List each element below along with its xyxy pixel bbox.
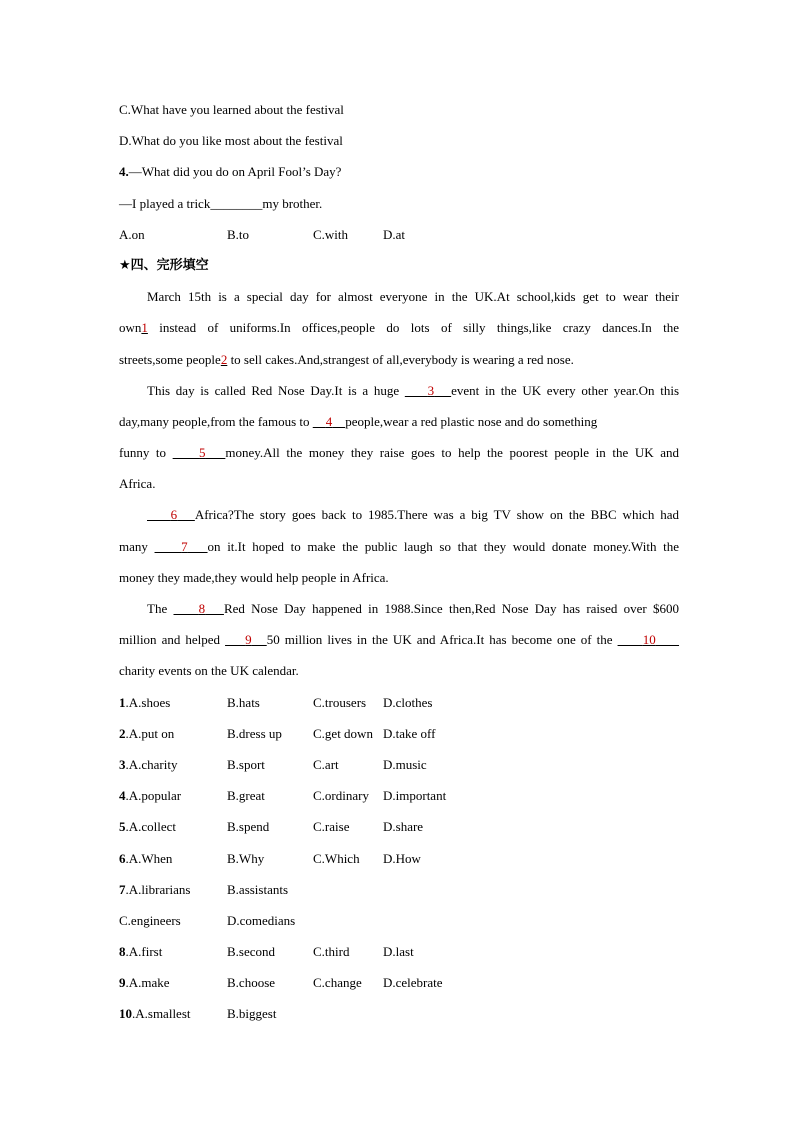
question-option-d: D.celebrate xyxy=(383,975,443,991)
question-option-b: B.assistants xyxy=(227,881,289,897)
blank-3: 3 xyxy=(427,382,435,398)
question-row xyxy=(119,911,679,942)
question-option-b: B.sport xyxy=(227,756,265,772)
question-option-d: D.comedians xyxy=(227,912,296,928)
q4-text: —What did you do on April Fool’s Day? xyxy=(128,164,342,180)
question-option-d: D.important xyxy=(383,788,447,804)
question-number: 6 xyxy=(119,850,126,866)
question-option-b: B.spend xyxy=(227,819,270,835)
question-option-c: C.engineers xyxy=(119,912,181,928)
question-option-b: B.second xyxy=(227,944,276,960)
passage-line: day,many people,from the famous to 4 people,wear a red plastic nose and do something xyxy=(119,413,598,429)
passage-line: many 7 on it.It hoped to make the public laugh so that they would donate money.With the xyxy=(119,538,679,554)
blank-2: 2 xyxy=(220,351,228,367)
question-option-a: 4.A.popular xyxy=(119,788,182,804)
q4-question xyxy=(119,162,679,193)
question-option-c: C.raise xyxy=(313,819,350,835)
q4-blank: ________ xyxy=(210,195,263,211)
passage-line: million and helped 9 50 million lives in the UK and Africa.It has become one of the 10 xyxy=(119,630,679,661)
question-number: 2 xyxy=(119,725,126,741)
q4-option-a: A.on xyxy=(119,226,145,242)
question-option-b: B.biggest xyxy=(227,1006,277,1022)
question-option-c: C.Which xyxy=(313,850,360,866)
question-option-a: 1.A.shoes xyxy=(119,694,171,710)
question-option-d: D.last xyxy=(383,944,414,960)
q3-option-d: D.What do you like most about the festival xyxy=(119,133,343,149)
document-page xyxy=(119,100,679,1036)
question-number: 8 xyxy=(119,944,126,960)
question-row xyxy=(119,942,679,973)
question-number: 3 xyxy=(119,756,126,772)
question-option-c: C.third xyxy=(313,944,350,960)
passage-line: own1 instead of uniforms.In offices,people do lots of silly things,like crazy dances.In the xyxy=(119,320,679,336)
question-option-b: B.choose xyxy=(227,975,276,991)
question-option-a: 7.A.librarians xyxy=(119,881,191,897)
blank-7: 7 xyxy=(181,538,188,554)
question-option-a: 6.A.When xyxy=(119,850,173,866)
question-number: 5 xyxy=(119,819,126,835)
question-number: 9 xyxy=(119,975,126,991)
question-option-a: 2.A.put on xyxy=(119,725,175,741)
question-row xyxy=(119,724,679,755)
blank-10: 10 xyxy=(642,632,656,648)
passage-line: funny to 5 money.All the money they raise goes to help the poorest people in the UK and xyxy=(119,445,679,461)
question-option-c: C.ordinary xyxy=(313,788,369,804)
passage-line: 6 Africa?The story goes back to 1985.There was a big TV show on the BBC which had xyxy=(119,505,679,536)
question-option-a: 3.A.charity xyxy=(119,756,178,772)
question-option-d: D.How xyxy=(383,850,421,866)
passage-line: charity events on the UK calendar. xyxy=(119,663,299,679)
question-row xyxy=(119,973,679,1004)
question-option-a: 9.A.make xyxy=(119,975,170,991)
q4-option-c: C.with xyxy=(313,226,349,242)
blank-1: 1 xyxy=(141,320,148,336)
blank-9: 9 xyxy=(245,632,252,648)
question-option-a: 10.A.smallest xyxy=(119,1006,191,1022)
question-option-b: B.Why xyxy=(227,850,265,866)
blank-5: 5 xyxy=(199,445,206,461)
blank-4: 4 xyxy=(325,413,333,429)
question-option-d: D.take off xyxy=(383,725,436,741)
passage-line: streets,some people2 to sell cakes.And,strangest of all,everybody is wearing a red nose. xyxy=(119,351,574,367)
question-option-d: D.music xyxy=(383,756,427,772)
question-option-b: B.dress up xyxy=(227,725,282,741)
passage-line: money they made,they would help people in Africa. xyxy=(119,569,389,585)
question-row xyxy=(119,817,679,848)
q4-number: 4. xyxy=(119,164,129,180)
question-row xyxy=(119,693,679,724)
question-option-d: D.share xyxy=(383,819,424,835)
question-row xyxy=(119,849,679,880)
question-option-c: C.art xyxy=(313,756,339,772)
question-option-a: 5.A.collect xyxy=(119,819,177,835)
q4-option-b: B.to xyxy=(227,226,250,242)
question-number: 1 xyxy=(119,694,126,710)
q3-option-c: C.What have you learned about the festival xyxy=(119,102,344,117)
question-option-c: C.get down xyxy=(313,725,373,741)
question-option-b: B.great xyxy=(227,788,265,804)
passage-line: This day is called Red Nose Day.It is a huge 3 event in the UK every other year.On this xyxy=(147,382,680,398)
blank-6: 6 xyxy=(170,507,178,523)
question-option-b: B.hats xyxy=(227,694,260,710)
question-row xyxy=(119,880,679,911)
passage-line: The 8 Red Nose Day happened in 1988.Since then,Red Nose Day has raised over $600 xyxy=(147,601,680,616)
question-option-a: 8.A.first xyxy=(119,944,163,960)
question-option-c: C.trousers xyxy=(313,694,367,710)
question-row xyxy=(119,786,679,817)
passage-line: March 15th is a special day for almost everyone in the UK.At school,kids get to wear their xyxy=(147,289,679,305)
blank-8: 8 xyxy=(198,601,206,616)
question-row xyxy=(119,755,679,786)
question-row xyxy=(119,1004,679,1035)
question-option-c: C.change xyxy=(313,975,362,991)
q4-answer: —I played a trick________my brother. xyxy=(119,195,323,211)
q4-options xyxy=(119,225,679,256)
question-number: 4 xyxy=(119,788,126,804)
question-option-d: D.clothes xyxy=(383,694,433,710)
q4-option-d: D.at xyxy=(383,226,406,242)
section-title: ★四、完形填空 xyxy=(119,257,209,273)
question-list xyxy=(119,693,679,1036)
question-number: 7 xyxy=(119,881,126,897)
question-number: 10 xyxy=(119,1006,132,1022)
passage-line: Africa. xyxy=(119,476,156,492)
